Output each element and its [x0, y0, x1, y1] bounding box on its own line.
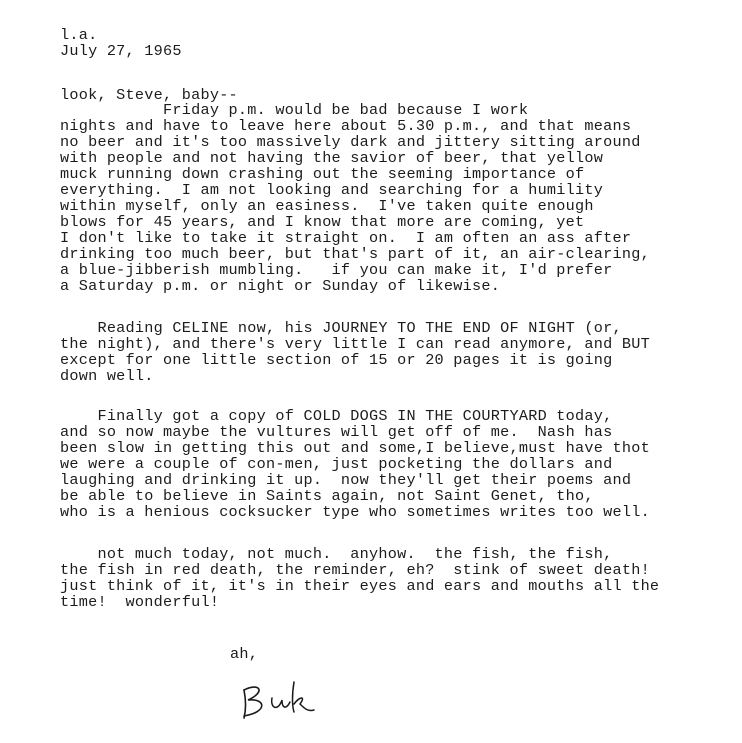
p4-line: not much today, not much. anyhow. the fish, the fish,: [60, 545, 613, 563]
p2-line: except for one little section of 15 or 20 pages it is going: [60, 351, 613, 369]
p3-line: be able to believe in Saints again, not Saint Genet, tho,: [60, 487, 594, 505]
p1-line: nights and have to leave here about 5.30 p.m., and that means: [60, 117, 632, 135]
p2-line: down well.: [60, 367, 154, 385]
p1-line: everything. I am not looking and searching for a humility: [60, 181, 604, 199]
p1-line: muck running down crashing out the seeming importance of: [60, 165, 585, 183]
p3-line: and so now maybe the vultures will get off of me. Nash has: [60, 423, 613, 441]
letter-closing: ah,: [230, 645, 259, 663]
p2-line: the night), and there's very little I can read anymore, and BUT: [60, 335, 650, 353]
p3-line: been slow in getting this out and some,I believe,must have thot: [60, 439, 650, 457]
p1-line: I don't like to take it straight on. I am often an ass after: [60, 229, 632, 247]
p1-line: Friday p.m. would be bad because I work: [60, 101, 529, 119]
p1-line: no beer and it's too massively dark and jittery sitting around: [60, 133, 641, 151]
handwritten-signature: [238, 672, 328, 722]
p3-line: Finally got a copy of COLD DOGS IN THE COURTYARD today,: [60, 407, 613, 425]
p1-line: with people and not having the savior of beer, that yellow: [60, 149, 604, 167]
p3-line: laughing and drinking it up. now they'll get their poems and: [60, 471, 632, 489]
letter-date: July 27, 1965: [60, 42, 182, 60]
p3-line: we were a couple of con-men, just pocketing the dollars and: [60, 455, 613, 473]
p4-line: the fish in red death, the reminder, eh? stink of sweet death!: [60, 561, 650, 579]
p4-line: time! wonderful!: [60, 593, 220, 611]
p1-line: blows for 45 years, and I know that more are coming, yet: [60, 213, 585, 231]
p1-line: drinking too much beer, but that's part of it, an air-clearing,: [60, 245, 650, 263]
letter-location: l.a.: [60, 26, 98, 44]
p1-line: within myself, only an easiness. I've taken quite enough: [60, 197, 594, 215]
p1-line: a Saturday p.m. or night or Sunday of likewise.: [60, 277, 501, 295]
p4-line: just think of it, it's in their eyes and ears and mouths all the: [60, 577, 660, 595]
p3-line: who is a henious cocksucker type who sometimes writes too well.: [60, 503, 650, 521]
p1-line: a blue-jibberish mumbling. if you can make it, I'd prefer: [60, 261, 613, 279]
p2-line: Reading CELINE now, his JOURNEY TO THE END OF NIGHT (or,: [60, 319, 622, 337]
letter-salutation: look, Steve, baby--: [60, 86, 238, 104]
